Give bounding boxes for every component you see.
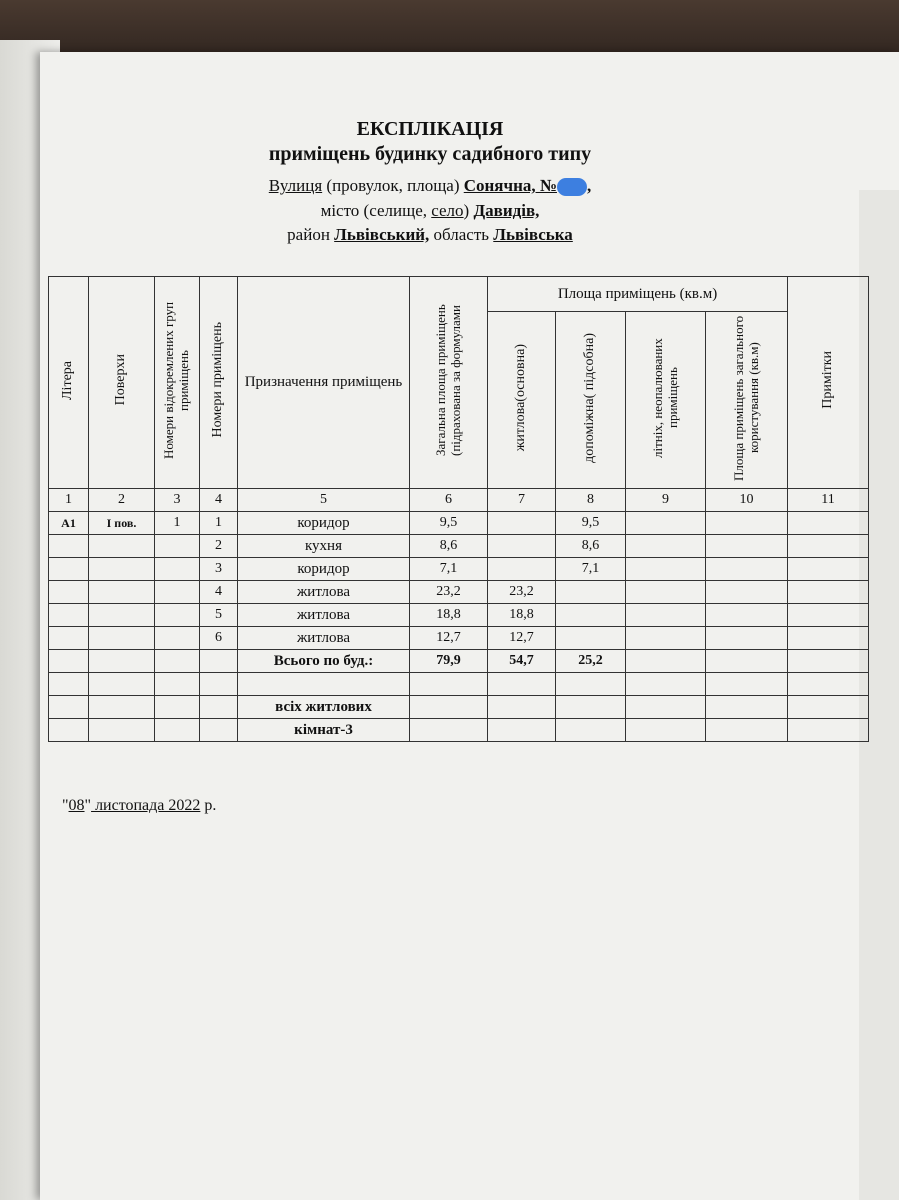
table-cell [788,696,869,719]
table-cell [626,650,706,673]
district-label: район [287,225,335,244]
column-number: 2 [89,489,155,512]
column-number: 4 [200,489,238,512]
table-cell [788,581,869,604]
table-cell [410,719,488,742]
table-cell [155,627,200,650]
table-cell: житлова [238,581,410,604]
table-cell [89,604,155,627]
table-cell [788,719,869,742]
table-cell [706,650,788,673]
table-row [49,558,869,581]
table-cell [626,581,706,604]
table-cell [49,650,89,673]
table-cell [488,558,556,581]
table-cell: 9,5 [410,512,488,535]
city-value: Давидів, [473,201,540,220]
col-header-3: Номери відокремлених груп приміщень [155,277,200,489]
document-date [62,797,216,815]
table-cell: коридор [238,512,410,535]
city-label-village: село [431,201,464,220]
table-cell [49,627,89,650]
table-row [49,512,869,535]
table-cell [200,696,238,719]
table-cell: 6 [200,627,238,650]
table-cell [706,535,788,558]
header-row-1 [49,277,869,312]
table-cell [556,719,626,742]
table-cell [556,581,626,604]
table-cell [626,558,706,581]
table-cell [89,558,155,581]
table-cell [49,719,89,742]
table-cell: 7,1 [556,558,626,581]
table-cell [556,604,626,627]
table-cell [788,604,869,627]
table-cell [49,696,89,719]
table-cell [556,696,626,719]
col-header-5: Призначення приміщень [238,277,410,489]
table-cell: 25,2 [556,650,626,673]
table-cell [626,604,706,627]
table-cell [89,535,155,558]
table-cell [49,673,89,696]
table-cell: 5 [200,604,238,627]
table-cell [706,627,788,650]
table-cell [200,719,238,742]
col-header-11: Примітки [788,277,869,489]
table-cell [488,535,556,558]
table-cell [706,558,788,581]
column-number: 11 [788,489,869,512]
city-line [140,201,720,221]
table-cell [49,558,89,581]
table-row [49,650,869,673]
table-cell: 18,8 [488,604,556,627]
document-subtitle: приміщень будинку садибного типу [268,143,592,165]
table-cell: Всього по буд.: [238,650,410,673]
table-cell [626,719,706,742]
table-row [49,627,869,650]
table-cell [155,581,200,604]
table-cell [238,673,410,696]
table-cell [155,558,200,581]
table-cell: 23,2 [488,581,556,604]
street-tail: , [586,176,592,195]
table-cell [155,604,200,627]
street-line [140,176,720,196]
date-day: 08 [68,797,85,814]
table-row [49,696,869,719]
table-cell [155,650,200,673]
table-cell: 8,6 [410,535,488,558]
table-cell [488,673,556,696]
column-number: 8 [556,489,626,512]
table-cell: 12,7 [410,627,488,650]
column-number: 10 [706,489,788,512]
table-cell: 4 [200,581,238,604]
column-number: 6 [410,489,488,512]
col-header-1: Літера [49,277,89,489]
column-number: 5 [238,489,410,512]
table-cell [788,558,869,581]
table-row [49,673,869,696]
table-cell [626,673,706,696]
date-month-year: листопада 2022 [91,797,201,814]
table-cell: І пов. [89,512,155,535]
document-title: ЕКСПЛІКАЦІЯ [356,118,504,140]
table-row [49,719,869,742]
table-cell [488,696,556,719]
table-cell: 12,7 [488,627,556,650]
table-cell [626,535,706,558]
table-cell [155,696,200,719]
col-header-10: Площа приміщень загального користування (кв.м) [706,312,788,489]
column-number-row [49,489,869,512]
date-close-quote: " [84,797,92,814]
table-cell [626,696,706,719]
table-cell: коридор [238,558,410,581]
table-cell [706,581,788,604]
table-row [49,581,869,604]
table-cell: 2 [200,535,238,558]
table-cell: житлова [238,627,410,650]
table-cell: 1 [155,512,200,535]
table-cell: 7,1 [410,558,488,581]
table-cell [89,581,155,604]
table-cell: 1 [200,512,238,535]
table-cell [706,719,788,742]
table-cell: 23,2 [410,581,488,604]
table-cell [89,719,155,742]
table-cell: всіх житлових [238,696,410,719]
column-number: 7 [488,489,556,512]
city-label-close: ) [463,201,474,220]
table-cell [410,696,488,719]
table-cell [155,535,200,558]
table-cell: 8,6 [556,535,626,558]
oblast-value: Львівська [493,225,573,244]
col-header-6: Загальна площа приміщень (підрахована за формулами [410,277,488,489]
table-cell [49,604,89,627]
table-cell: житлова [238,604,410,627]
street-value: Сонячна, № [463,176,557,195]
table-cell [788,535,869,558]
oblast-label: область [429,225,494,244]
table-cell [89,673,155,696]
table-cell: 3 [200,558,238,581]
column-number: 1 [49,489,89,512]
col-header-2: Поверхи [89,277,155,489]
table-cell [89,627,155,650]
date-suffix: р. [200,797,217,814]
column-number: 3 [155,489,200,512]
table-cell: 9,5 [556,512,626,535]
col-header-7: житлова(основна) [488,312,556,489]
table-cell: 18,8 [410,604,488,627]
table-cell [89,650,155,673]
table-cell [556,673,626,696]
table-cell [155,719,200,742]
table-cell [788,673,869,696]
column-number: 9 [626,489,706,512]
table-cell [788,650,869,673]
table-cell [488,512,556,535]
table-cell: кухня [238,535,410,558]
table-cell [155,673,200,696]
table-cell [626,512,706,535]
col-header-4: Номери приміщень [200,277,238,489]
table-cell [200,673,238,696]
table-cell [706,696,788,719]
table-cell [788,627,869,650]
city-label: місто (селище, [320,201,432,220]
street-label: Вулиця [268,176,323,195]
table-cell [556,627,626,650]
table-cell: кімнат-3 [238,719,410,742]
explication-table [48,276,869,742]
table-cell [706,604,788,627]
district-value: Львівський, [334,225,430,244]
street-paren: (провулок, площа) [322,176,464,195]
table-cell: А1 [49,512,89,535]
table-cell: 79,9 [410,650,488,673]
col-header-9: літніх, неопалюваних приміщень [626,312,706,489]
redaction-mark [557,178,587,196]
area-group-header: Площа приміщень (кв.м) [488,277,788,312]
district-line [140,225,720,245]
table-cell [200,650,238,673]
table-cell: 54,7 [488,650,556,673]
table-cell [49,535,89,558]
table-row [49,604,869,627]
table-cell [410,673,488,696]
table-cell [488,719,556,742]
table-cell [49,581,89,604]
table-cell [89,696,155,719]
table-cell [788,512,869,535]
col-header-8: допоміжна( підсобна) [556,312,626,489]
date-open-quote: " [62,797,69,814]
table-cell [706,512,788,535]
table-cell [626,627,706,650]
table-cell [706,673,788,696]
table-row [49,535,869,558]
